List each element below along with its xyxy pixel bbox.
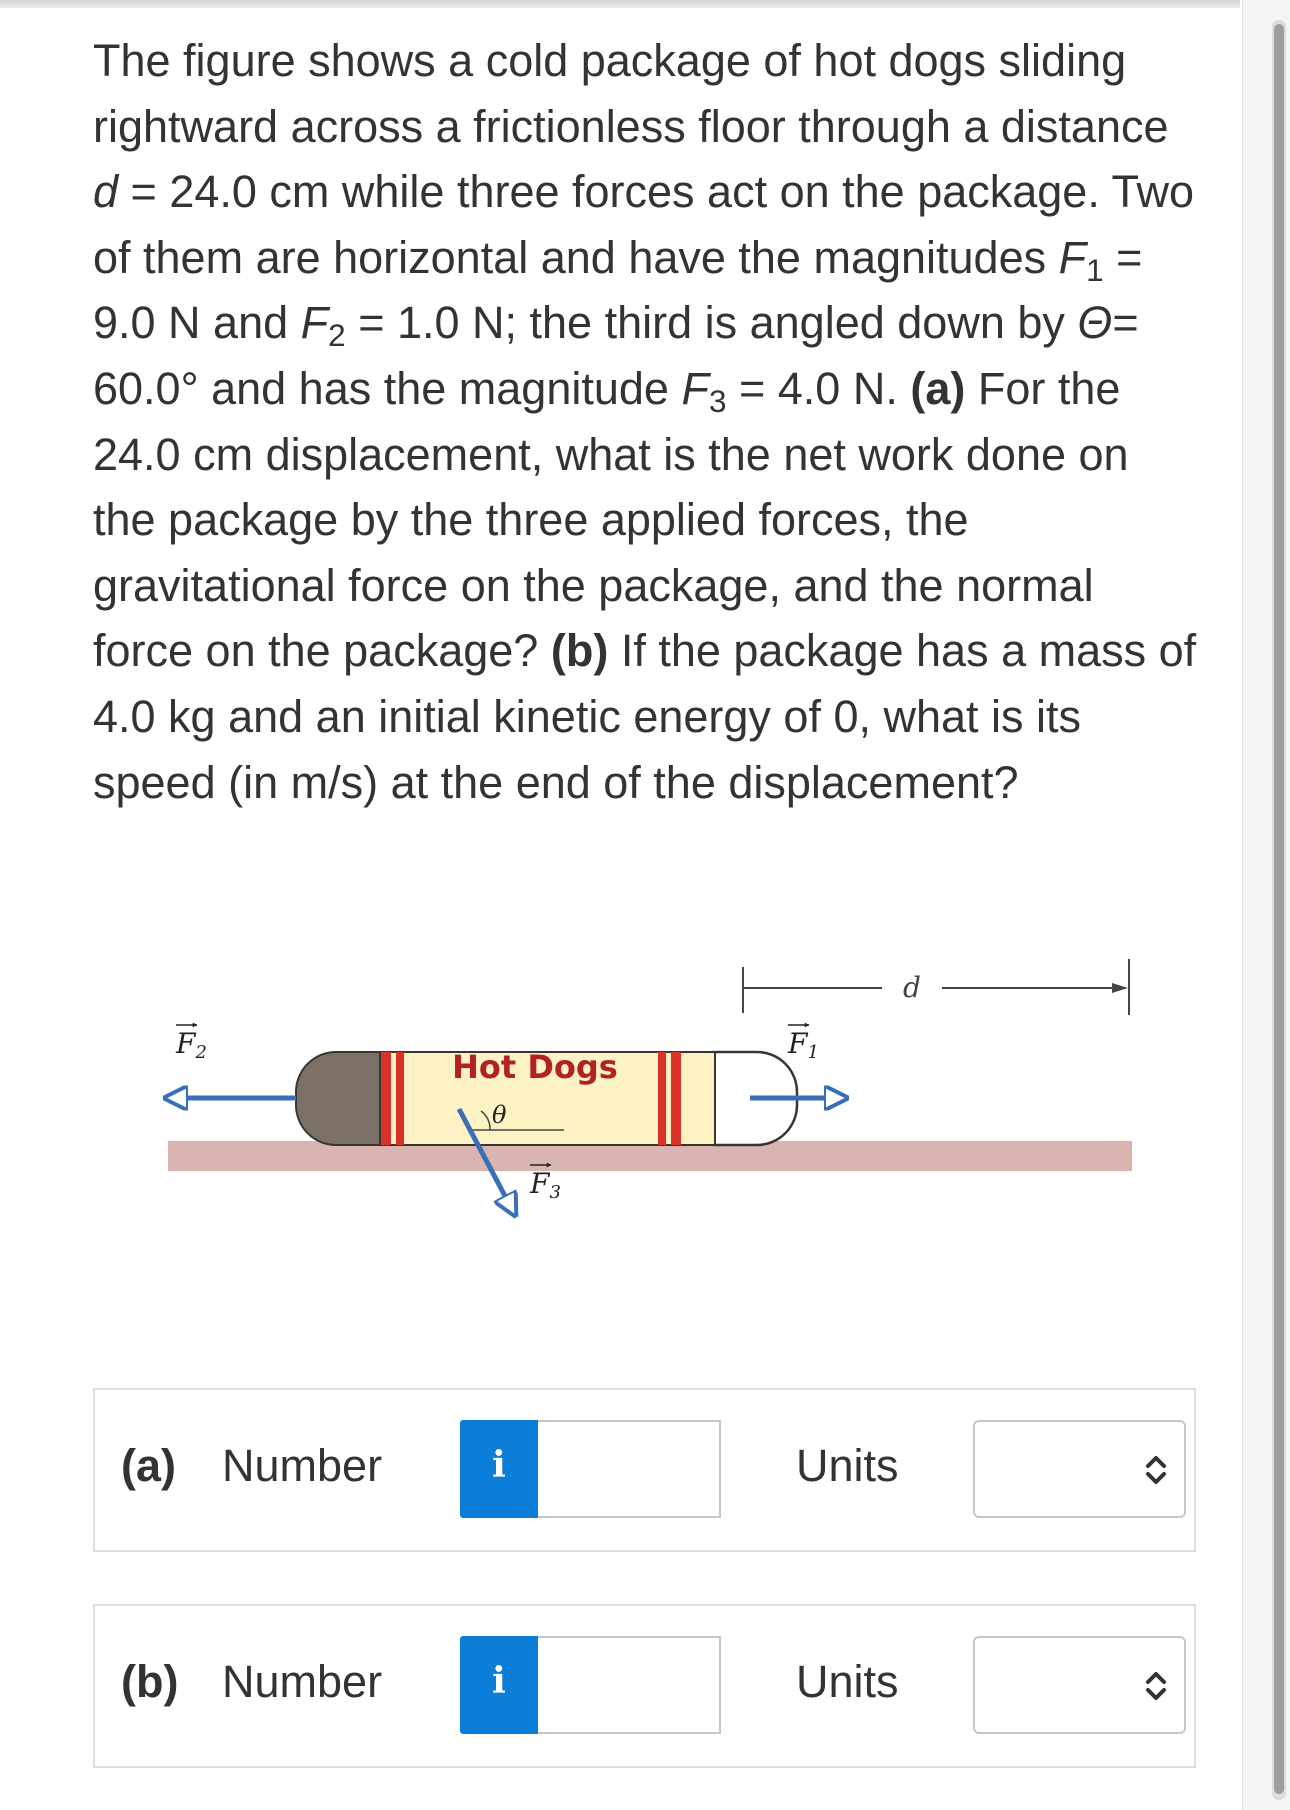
package-label: Hot Dogs [452,1048,618,1086]
d-value: = 24.0 cm while three forces act on the package. Two of them are horizontal and have the magnitudes [93,166,1195,283]
units-select[interactable] [973,1636,1186,1734]
part-b-text: If the package has a mass of 4.0 kg and an initial kinetic energy of 0, what is its speed (in m/s) at the end of the displacement? [93,625,1197,808]
theta-label: θ [492,1101,507,1129]
f3-value: = 4.0 N. [726,362,898,414]
top-divider [0,0,1240,8]
part-a-text: For the 24.0 cm displacement, what is the net work done on the package by the three applied forces, the gravitational force on the package, and the normal force on the package? [93,362,1129,677]
f1-value: = 9.0 N and [93,231,1143,349]
up-down-chevron-icon [1142,1452,1170,1488]
part-b-marker: (b) [550,625,609,677]
f1-symbol: F [1058,231,1087,283]
f2-symbol: F [300,297,329,349]
f2-label: F2 [176,1027,207,1063]
theta-value: = 60.0° and has the magnitude [93,297,1139,414]
d-label: d [903,971,921,1004]
info-button[interactable] [460,1636,538,1734]
f3-label: F3 [530,1167,561,1203]
question-text [93,28,1203,815]
f1-label: F1 [788,1027,819,1063]
number-label: Number [222,1656,383,1707]
units-select[interactable] [973,1420,1186,1518]
f2-value: = 1.0 N; the third is angled down by [345,297,1065,349]
f2-subscript: 2 [328,317,346,354]
scrollbar-thumb[interactable] [1274,24,1284,1794]
number-label: Number [222,1440,383,1491]
right-band-inner [658,1052,666,1145]
right-band-outer [671,1052,681,1145]
answer-row-b [93,1604,1196,1768]
d-arrowhead [1112,983,1128,993]
left-band-inner [396,1052,404,1145]
left-band-outer [381,1052,391,1145]
theta-symbol: Θ [1077,297,1113,349]
f3-symbol: F [681,362,709,414]
units-label: Units [796,1656,899,1707]
part-label: (b) [121,1656,179,1707]
force-diagram [150,945,1150,1275]
f1-subscript: 1 [1086,251,1104,288]
info-icon: i [492,1660,506,1702]
part-label: (a) [121,1440,176,1491]
f3-subscript: 3 [708,382,727,419]
question-intro: The figure shows a cold package of hot dogs sliding rightward across a frictionless floor through a distance [93,35,1169,152]
info-button[interactable] [460,1420,538,1518]
answer-row-a [93,1388,1196,1552]
number-input[interactable] [538,1420,721,1518]
part-a-marker: (a) [910,362,966,414]
units-label: Units [796,1440,899,1491]
number-input[interactable] [538,1636,721,1734]
up-down-chevron-icon [1142,1668,1170,1704]
info-icon: i [492,1444,506,1486]
d-symbol: d [93,166,119,218]
